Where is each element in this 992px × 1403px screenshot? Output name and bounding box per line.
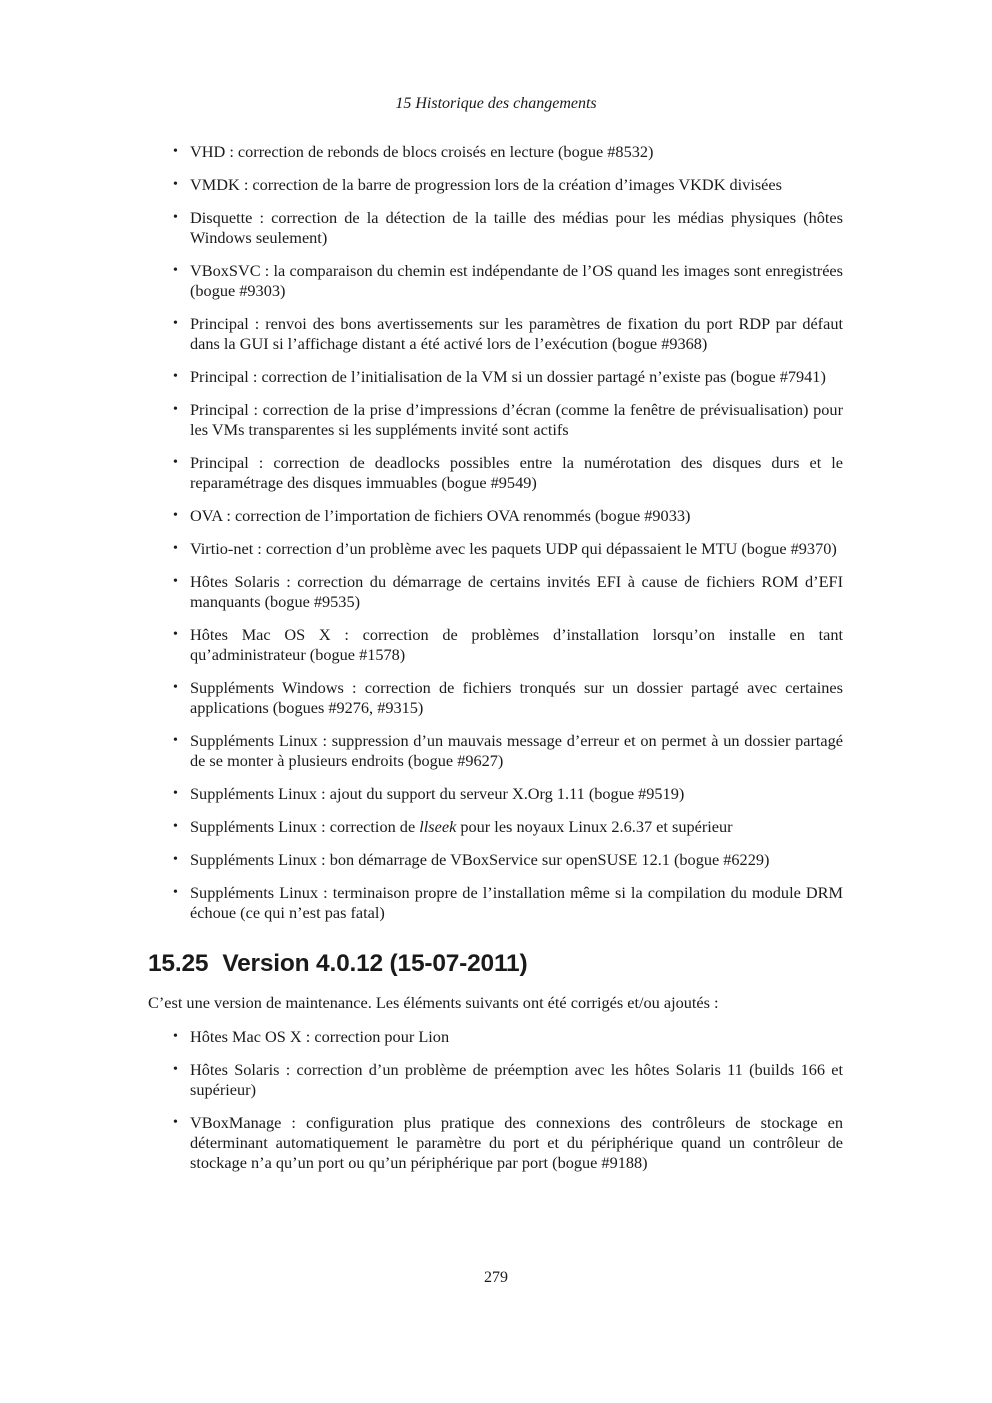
list-item [148, 314, 843, 354]
page-number: 279 [484, 1269, 508, 1286]
bullet-icon: • [173, 144, 178, 159]
list-item [148, 367, 843, 387]
bullet-icon: • [173, 210, 178, 225]
list-item-text: Principal : correction de la prise d’impressions d’écran (comme la fenêtre de prévisualisation) pour les VMs transparentes si les suppléments invité sont actifs [190, 400, 843, 439]
list-item-text: Suppléments Linux : bon démarrage de VBoxService sur openSUSE 12.1 (bogue #6229) [190, 850, 770, 869]
list-item [148, 883, 843, 923]
section-number: 15.25 [148, 950, 209, 977]
list-item [148, 453, 843, 493]
list-item [148, 850, 843, 870]
section-title: Version 4.0.12 (15-07-2011) [222, 950, 528, 977]
list-item-emphasis: llseek [419, 817, 457, 836]
bullet-icon: • [173, 627, 178, 642]
bullet-icon: • [173, 852, 178, 867]
list-item-text: Principal : renvoi des bons avertissements sur les paramètres de fixation du port RDP par défaut dans la GUI si l’affichage distant a été activé lors de l’exécution (bogue #9368) [190, 314, 843, 353]
list-item-text: Suppléments Linux : suppression d’un mauvais message d’erreur et on permet à un dossier partagé de se monter à plusieurs endroits (bogue #9627) [190, 731, 843, 770]
list-item [148, 784, 843, 804]
list-item-text: Disquette : correction de la détection de la taille des médias pour les médias physiques (hôtes Windows seulement) [190, 208, 843, 247]
list-item-text: Suppléments Windows : correction de fichiers tronqués sur un dossier partagé avec certaines applications (bogues #9276, #9315) [190, 678, 843, 717]
bullet-icon: • [173, 402, 178, 417]
list-item-text: Hôtes Solaris : correction d’un problème de préemption avec les hôtes Solaris 11 (builds 166 et supérieur) [190, 1060, 843, 1099]
list-item [148, 142, 843, 162]
list-item [148, 731, 843, 771]
list-item-text: Hôtes Solaris : correction du démarrage de certains invités EFI à cause de fichiers ROM d’EFI manquants (bogue #9535) [190, 572, 843, 611]
list-item [148, 400, 843, 440]
list-item-text: VHD : correction de rebonds de blocs croisés en lecture (bogue #8532) [190, 142, 654, 161]
changelog-list [148, 142, 843, 923]
list-item-text: VBoxManage : configuration plus pratique des connexions des contrôleurs de stockage en déterminant automatiquement le paramètre du port et du périphérique quand un contrôleur de stockage n’a qu’un port ou qu’un périphérique par port (bogue #9188) [190, 1113, 843, 1172]
list-item [148, 678, 843, 718]
bullet-icon: • [173, 541, 178, 556]
list-item-text: Suppléments Linux : terminaison propre de l’installation même si la compilation du module DRM échoue (ce qui n’est pas fatal) [190, 883, 843, 922]
bullet-icon: • [173, 263, 178, 278]
list-item [148, 625, 843, 665]
page-content [148, 142, 843, 1186]
list-item-text: Hôtes Mac OS X : correction pour Lion [190, 1027, 450, 1046]
list-item-text: pour les noyaux Linux 2.6.37 et supérieur [456, 817, 733, 836]
list-item-text: Principal : correction de l’initialisation de la VM si un dossier partagé n’existe pas (bogue #7941) [190, 367, 826, 386]
section-intro: C’est une version de maintenance. Les éléments suivants ont été corrigés et/ou ajoutés : [148, 993, 719, 1012]
list-item-text: VBoxSVC : la comparaison du chemin est indépendante de l’OS quand les images sont enregistrées (bogue #9303) [190, 261, 843, 300]
bullet-icon: • [173, 680, 178, 695]
list-item [148, 506, 843, 526]
list-item-text: Suppléments Linux : ajout du support du serveur X.Org 1.11 (bogue #9519) [190, 784, 685, 803]
bullet-icon: • [173, 733, 178, 748]
bullet-icon: • [173, 508, 178, 523]
bullet-icon: • [173, 1062, 178, 1077]
bullet-icon: • [173, 885, 178, 900]
list-item-text: VMDK : correction de la barre de progression lors de la création d’images VKDK divisées [190, 175, 782, 194]
bullet-icon: • [173, 369, 178, 384]
bullet-icon: • [173, 316, 178, 331]
bullet-icon: • [173, 786, 178, 801]
list-item [148, 1060, 843, 1100]
bullet-icon: • [173, 177, 178, 192]
bullet-icon: • [173, 1115, 178, 1130]
section-heading [148, 949, 843, 979]
list-item [148, 1113, 843, 1173]
list-item-text: Virtio-net : correction d’un problème avec les paquets UDP qui dépassaient le MTU (bogue #9370) [190, 539, 837, 558]
list-item-text: Principal : correction de deadlocks possibles entre la numérotation des disques durs et le reparamétrage des disques immuables (bogue #9549) [190, 453, 843, 492]
running-header: 15 Historique des changements [395, 95, 597, 112]
list-item [148, 208, 843, 248]
list-item [148, 572, 843, 612]
list-item-text: Suppléments Linux : correction de [190, 817, 420, 836]
list-item [148, 1027, 843, 1047]
bullet-icon: • [173, 455, 178, 470]
list-item-text: Hôtes Mac OS X : correction de problèmes d’installation lorsqu’on installe en tant qu’administrateur (bogue #1578) [190, 625, 843, 664]
list-item [148, 175, 843, 195]
list-item [148, 539, 843, 559]
list-item [148, 261, 843, 301]
list-item-text: OVA : correction de l’importation de fichiers OVA renommés (bogue #9033) [190, 506, 691, 525]
bullet-icon: • [173, 1029, 178, 1044]
bullet-icon: • [173, 819, 178, 834]
changelog-list-4-0-12 [148, 1027, 843, 1173]
list-item [148, 817, 843, 837]
bullet-icon: • [173, 574, 178, 589]
